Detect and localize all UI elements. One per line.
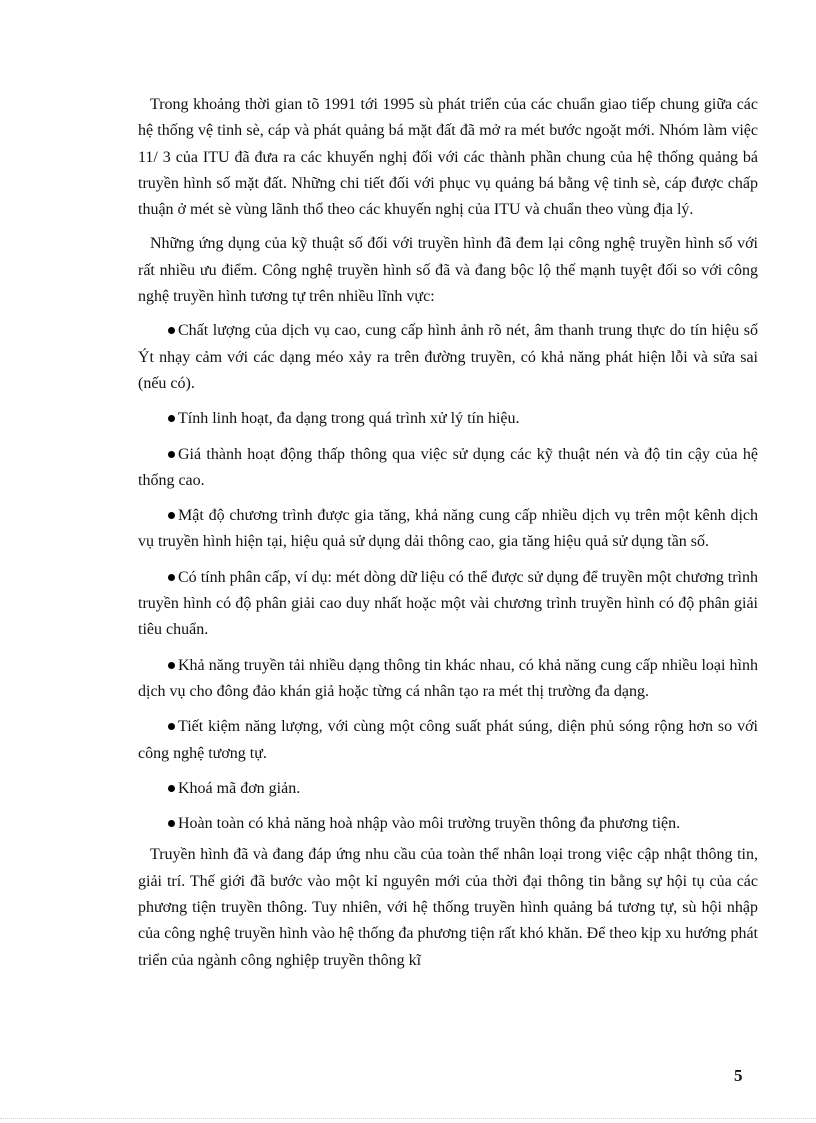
advantages-list (138, 318, 758, 837)
list-item-text: Tính linh hoạt, đa dạng trong quá trình xử lý tín hiệu. (178, 410, 520, 428)
bullet-icon (168, 785, 175, 792)
bullet-icon (168, 662, 175, 669)
list-item (138, 565, 758, 644)
list-item (138, 406, 758, 432)
bullet-icon (168, 451, 175, 458)
list-item-text: Giá thành hoạt động thấp thông qua việc sử dụng các kỹ thuật nén và độ tin cậy của hệ thống cao. (138, 445, 758, 489)
list-item (138, 653, 758, 706)
list-item-text: Mật độ chương trình được gia tăng, khả năng cung cấp nhiều dịch vụ trên một kênh dịch vụ truyền hình hiện tại, hiệu quả sử dụng dải thông cao, gia tăng hiệu quả sử dụng tần số. (138, 507, 758, 551)
page-number: 5 (734, 1066, 743, 1085)
list-item-text: Hoàn toàn có khả năng hoà nhập vào môi trường truyền thông đa phương tiện. (178, 815, 681, 833)
intro-paragraph-1: Trong khoảng thời gian tõ 1991 tới 1995 sù phát triển của các chuẩn giao tiếp chung giữa các hệ thống vệ tinh sè, cáp và phát quảng bá mặt đất đã mở ra mét bước ngoặt mới. Nhóm làm việc 11/ 3 của ITU đã đưa ra các khuyến nghị đối với các thành phần chung của hệ thống quảng bá truyền hình số mặt đất. Những chi tiết đối với phục vụ quảng bá bằng vệ tinh sè, cáp được chấp thuận ở mét sè vùng lãnh thổ theo các khuyến nghị của ITU và chuẩn theo vùng địa lý. (138, 96, 758, 219)
list-item-text: Tiết kiệm năng lượng, với cùng một công suất phát súng, diện phủ sóng rộng hơn so với công nghệ tương tự. (138, 718, 758, 762)
page-bottom-divider (0, 1118, 816, 1119)
list-item (138, 811, 758, 837)
list-item (138, 318, 758, 397)
closing-paragraph: Truyền hình đã và đang đáp ứng nhu cầu của toàn thể nhân loại trong việc cập nhật thông tin, giải trí. Thế giới đã bước vào một kỉ nguyên mới của thời đại thông tin bằng sự hội tụ của các phương tiện truyền thông. Tuy nhiên, với hệ thống truyền hình quảng bá tương tự, sù hội nhập của công nghệ truyền hình vào hệ thống đa phương tiện rất khó khăn. Để theo kịp xu hướng phát triển của ngành công nghiệp truyền thông kĩ (138, 846, 758, 969)
list-item-text: Chất lượng của dịch vụ cao, cung cấp hình ảnh rõ nét, âm thanh trung thực do tín hiệu số Ýt nhạy cảm với các dạng méo xảy ra trên đường truyền, có khả năng phát hiện lỗi và sửa sai (nếu có). (138, 322, 758, 392)
list-item (138, 503, 758, 556)
intro-paragraph-2: Những ứng dụng của kỹ thuật số đối với truyền hình đã đem lại công nghệ truyền hình số với rất nhiều ưu điểm. Công nghệ truyền hình số đã và đang bộc lộ thế mạnh tuyệt đối so với công nghệ truyền hình tương tự trên nhiều lĩnh vực: (138, 235, 758, 306)
list-item-text: Khả năng truyền tải nhiều dạng thông tin khác nhau, có khả năng cung cấp nhiều loại hình dịch vụ cho đông đảo khán giả hoặc từng cá nhân tạo ra mét thị trường đa dạng. (138, 656, 758, 700)
list-item (138, 442, 758, 495)
list-item (138, 714, 758, 767)
list-item (138, 776, 758, 802)
bullet-icon (168, 574, 175, 581)
list-item-text: Có tính phân cấp, ví dụ: mét dòng dữ liệu có thể được sử dụng để truyền một chương trình truyền hình có độ phân giải cao duy nhất hoặc một vài chương trình truyền hình có độ phân giải tiêu chuẩn. (138, 568, 758, 639)
list-item-text: Khoá mã đơn giản. (178, 779, 301, 797)
page-body (138, 92, 758, 982)
